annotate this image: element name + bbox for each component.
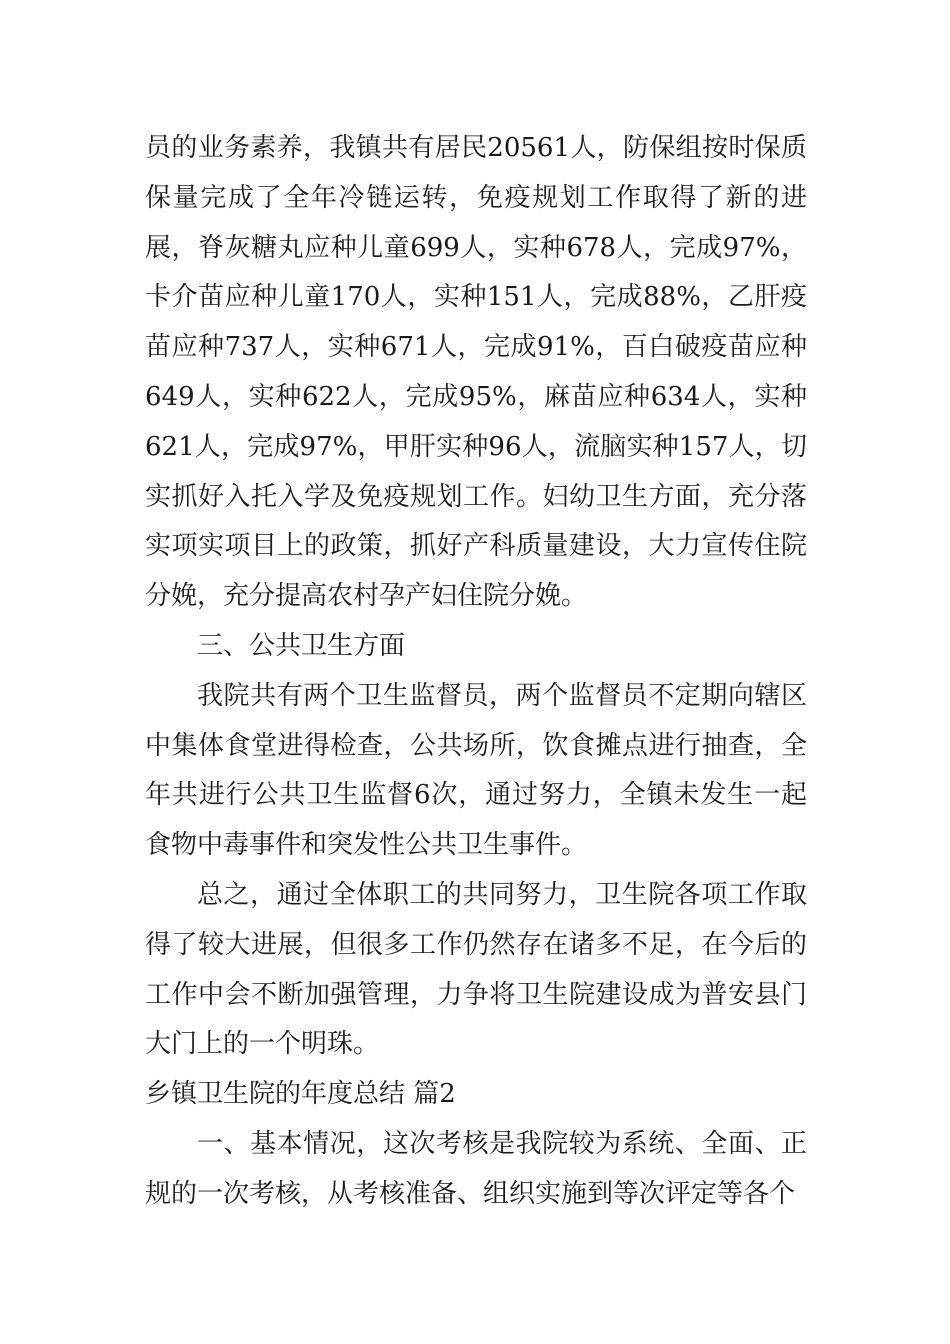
paragraph-continuation: 员的业务素养，我镇共有居民20561人，防保组按时保质保量完成了全年冷链运转，免疫规划工作取得了新的进展，脊灰糖丸应种儿童699人，实种678人，完成97%，卡介苗应种儿童170人，实种151人，完成88%，乙肝疫苗应种737人，实种671人，完成91%，百白破疫苗应种649人，实种622人，完成95%，麻苗应种634人，实种621人，完成97%，甲肝实种96人，流脑实种157人，切实抓好入托入学及免疫规划工作。妇幼卫生方面，充分落实项实项目上的政策，抓好产科质量建设，大力宣传住院分娩，充分提高农村孕产妇住院分娩。 bbox=[145, 133, 807, 612]
section-heading-public-health: 三、公共卫生方面 bbox=[197, 630, 406, 661]
article-title-part-2: 乡镇卫生院的年度总结 篇2 bbox=[145, 1079, 456, 1110]
document-body bbox=[145, 124, 807, 1220]
paragraph-supervision: 我院共有两个卫生监督员，两个监督员不定期向辖区中集体食堂进得检查，公共场所，饮食摊点进行抽查，全年共进行公共卫生监督6次，通过努力，全镇未发生一起食物中毒事件和突发性公共卫生事件。 bbox=[145, 680, 807, 861]
paragraph-basic-situation: 一、基本情况，这次考核是我院较为系统、全面、正规的一次考核，从考核准备、组织实施到等次评定等各个 bbox=[145, 1128, 807, 1209]
paragraph-summary: 总之，通过全体职工的共同努力，卫生院各项工作取得了较大进展，但很多工作仍然存在诸多不足，在今后的工作中会不断加强管理，力争将卫生院建设成为普安县门大门上的一个明珠。 bbox=[145, 879, 807, 1060]
